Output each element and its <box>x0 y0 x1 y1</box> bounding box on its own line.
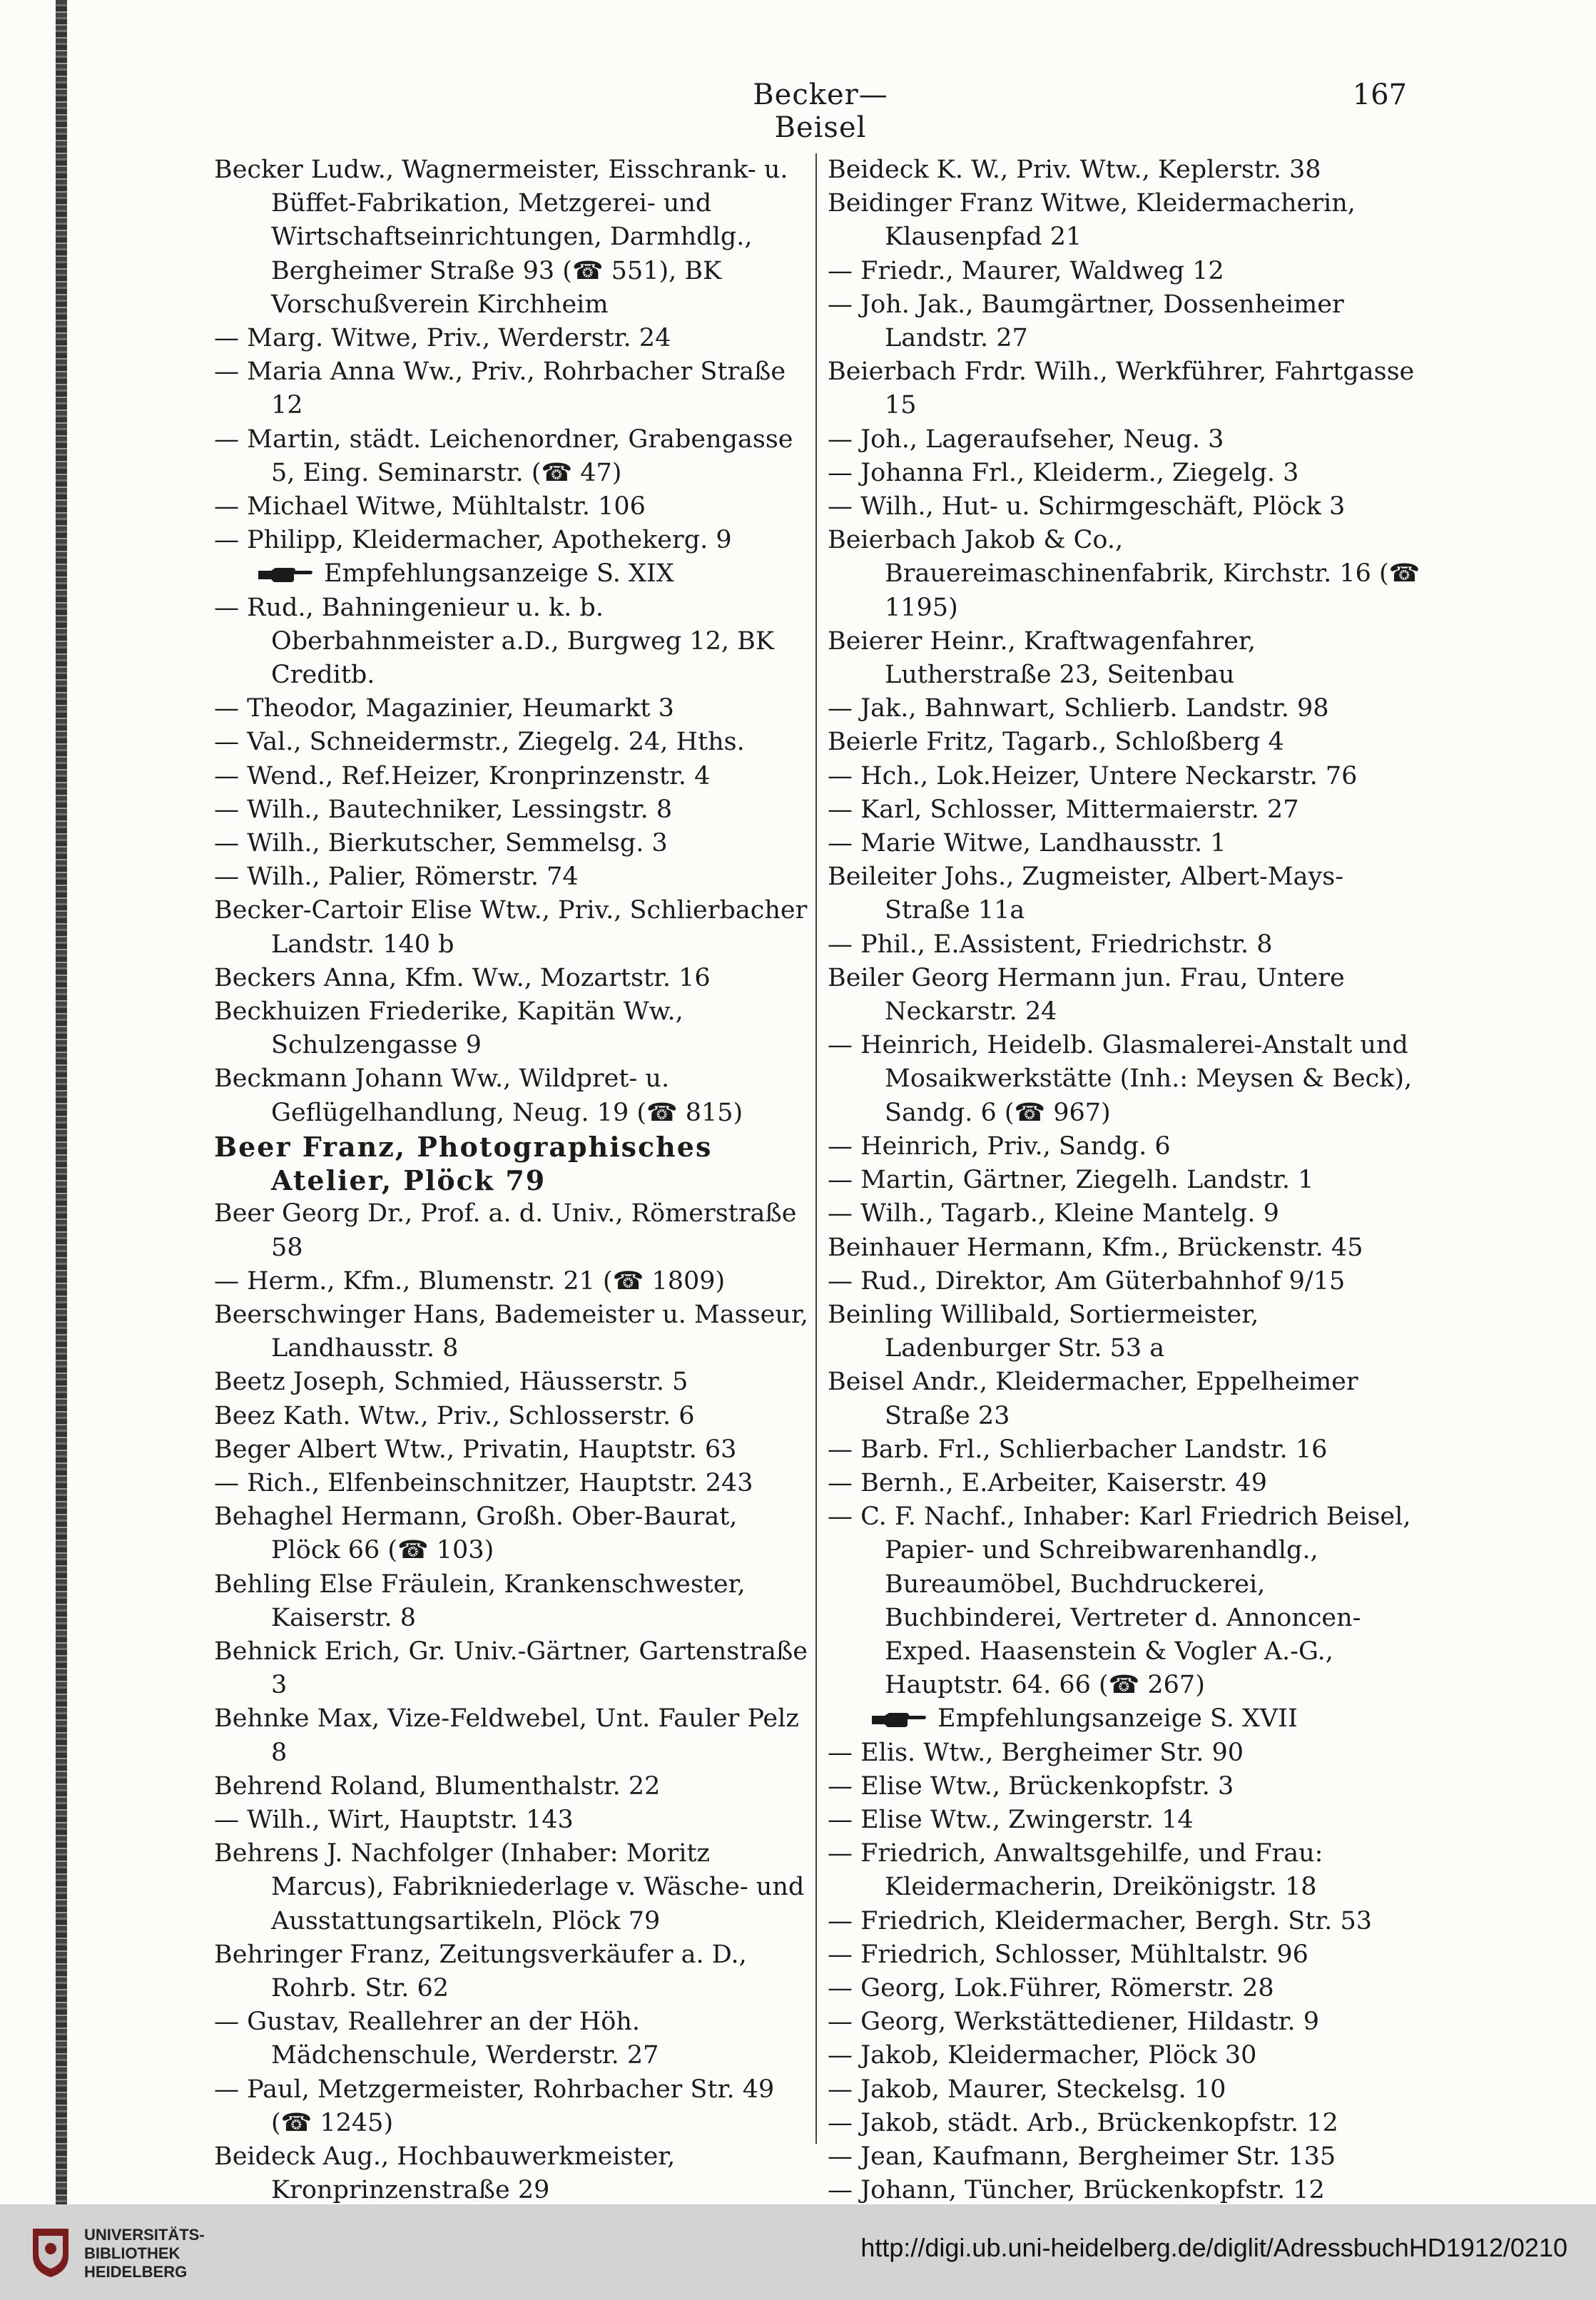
entry-text: — Rich., Elfenbeinschnitzer, Hauptstr. 243 <box>214 1468 753 1497</box>
entry-text: Becker-Cartoir Elise Wtw., Priv., Schlierbacher Landstr. 140 b <box>214 896 808 959</box>
pointing-hand-icon <box>257 565 314 585</box>
entry-text: — Johann, Tüncher, Brückenkopfstr. 12 <box>828 2176 1325 2205</box>
entry-text: Beinhauer Hermann, Kfm., Brückenstr. 45 <box>828 1233 1363 1262</box>
directory-entry <box>214 1837 810 1938</box>
entry-text: — Wilh., Tagarb., Kleine Mantelg. 9 <box>828 1199 1279 1228</box>
directory-entry <box>828 1029 1423 1130</box>
entry-text: — Herm., Kfm., Blumenstr. 21 (☎ 1809) <box>214 1266 726 1296</box>
entry-text: — Phil., E.Assistent, Friedrichstr. 8 <box>828 930 1273 959</box>
entry-text: — Wilh., Wirt, Hauptstr. 143 <box>214 1805 574 1834</box>
entry-text: — Maria Anna Ww., Priv., Rohrbacher Straße 12 <box>214 357 786 420</box>
entry-text: — Paul, Metzgermeister, Rohrbacher Str. 49 (☎ 1245) <box>214 2075 775 2137</box>
library-name <box>84 2226 205 2281</box>
entry-text: — Joh., Lageraufseher, Neug. 3 <box>828 424 1224 454</box>
entry-text: — Marie Witwe, Landhausstr. 1 <box>828 829 1226 858</box>
entry-text: — Rud., Bahningenieur u. k. b. Oberbahnmeister a.D., Burgweg 12, BK Creditb. <box>214 593 775 690</box>
directory-entry <box>214 1770 810 1803</box>
directory-entry <box>214 860 810 894</box>
entry-text: — Heinrich, Priv., Sandg. 6 <box>828 1131 1171 1161</box>
library-name-line: UNIVERSITÄTS- <box>84 2226 205 2244</box>
directory-entry <box>828 288 1423 355</box>
directory-entry <box>214 490 810 524</box>
entry-text: — C. F. Nachf., Inhaber: Karl Friedrich Beisel, Papier- und Schreibwarenhandlg., Bureaumöbel, Buchdruckerei, Buchbinderei, Vertreter d. Annoncen-Exped. Haasenstein & Vogler A.-G., Hauptstr. 64. 66 (☎ 267) <box>828 1502 1411 1700</box>
entry-text: Beckhuizen Friederike, Kapitän Ww., Schulzengasse 9 <box>214 997 683 1060</box>
directory-entry <box>214 355 810 422</box>
advert-reference <box>214 557 810 591</box>
directory-entry <box>214 1938 810 2005</box>
directory-entry <box>828 255 1423 288</box>
entry-text: — Wilh., Hut- u. Schirmgeschäft, Plöck 3 <box>828 492 1346 521</box>
directory-entry <box>828 355 1423 422</box>
directory-entry <box>828 2174 1423 2207</box>
directory-entry <box>214 423 810 490</box>
directory-entry <box>828 1164 1423 1197</box>
directory-entry <box>828 1298 1423 1365</box>
directory-entry <box>828 1265 1423 1298</box>
running-title: Becker—Beisel <box>753 78 888 144</box>
library-name-line: HEIDELBERG <box>84 2263 188 2281</box>
entry-text: — Wend., Ref.Heizer, Kronprinzenstr. 4 <box>214 761 711 790</box>
entry-text: — Barb. Frl., Schlierbacher Landstr. 16 <box>828 1435 1328 1464</box>
directory-entry <box>828 1433 1423 1467</box>
directory-entry <box>214 1702 810 1769</box>
directory-entry <box>214 1298 810 1365</box>
entry-text: — Georg, Lok.Führer, Römerstr. 28 <box>828 1973 1274 2003</box>
directory-entry <box>828 490 1423 524</box>
entry-text: — Martin, städt. Leichenordner, Grabengasse 5, Eing. Seminarstr. (☎ 47) <box>214 424 793 487</box>
column-divider <box>815 153 817 2144</box>
entry-text: — Jean, Kaufmann, Bergheimer Str. 135 <box>828 2142 1336 2171</box>
university-seal-icon <box>29 2224 73 2280</box>
entry-text: Behrend Roland, Blumenthalstr. 22 <box>214 1771 661 1801</box>
entry-text: — Gustav, Reallehrer an der Höh. Mädchenschule, Werderstr. 27 <box>214 2008 659 2070</box>
directory-entry <box>214 2140 810 2207</box>
entry-text: Beer Franz, Photographisches Atelier, Plöck 79 <box>214 1130 713 1197</box>
entry-text: — Friedrich, Anwaltsgehilfe, und Frau: Kleidermacherin, Dreikönigstr. 18 <box>828 1839 1323 1902</box>
entry-text: Empfehlungsanzeige S. XIX <box>324 559 674 589</box>
directory-entry <box>214 894 810 961</box>
entry-text: — Wilh., Palier, Römerstr. 74 <box>214 862 579 892</box>
directory-entry <box>828 1803 1423 1837</box>
entry-text: — Friedrich, Kleidermacher, Bergh. Str. 53 <box>828 1906 1372 1935</box>
directory-entry <box>828 524 1423 625</box>
entry-text: Beger Albert Wtw., Privatin, Hauptstr. 63 <box>214 1435 737 1464</box>
entry-text: — Hch., Lok.Heizer, Untere Neckarstr. 76 <box>828 761 1358 790</box>
entry-text: — Wilh., Bierkutscher, Semmelsg. 3 <box>214 829 668 858</box>
directory-entry <box>214 726 810 759</box>
directory-entry <box>828 187 1423 254</box>
book-spine-edge <box>56 0 67 2204</box>
entry-text: — Jakob, Kleidermacher, Plöck 30 <box>828 2041 1257 2070</box>
entry-text: Beiler Georg Hermann jun. Frau, Untere Neckarstr. 24 <box>828 963 1345 1027</box>
entry-text: Beierbach Frdr. Wilh., Werkführer, Fahrtgasse 15 <box>828 357 1415 420</box>
directory-entry <box>828 1972 1423 2005</box>
directory-entry <box>828 2140 1423 2174</box>
entry-text: Empfehlungsanzeige S. XVII <box>937 1704 1298 1734</box>
entry-text: Becker Ludw., Wagnermeister, Eisschrank- u. Büffet-Fabrikation, Metzgerei- und Wirtschaftseinrichtungen, Darmhdlg., Bergheimer Straße 93 (☎ 551), BK Vorschußverein Kirchheim <box>214 156 788 319</box>
entry-text: Beez Kath. Wtw., Priv., Schlosserstr. 6 <box>214 1401 695 1430</box>
entry-text: — Martin, Gärtner, Ziegelh. Landstr. 1 <box>828 1166 1314 1195</box>
entry-text: Behringer Franz, Zeitungsverkäufer a. D., Rohrb. Str. 62 <box>214 1940 747 2003</box>
directory-entry <box>828 2005 1423 2039</box>
directory-entry <box>214 322 810 355</box>
directory-entry <box>828 457 1423 490</box>
directory-entry <box>828 2073 1423 2107</box>
entry-text: — Jakob, Maurer, Steckelsg. 10 <box>828 2075 1226 2104</box>
directory-entry <box>828 1467 1423 1500</box>
entry-text: — Wilh., Bautechniker, Lessingstr. 8 <box>214 795 673 824</box>
directory-entry <box>214 1467 810 1500</box>
entry-text: Beileiter Johs., Zugmeister, Albert-Mays-Straße 11a <box>828 862 1344 925</box>
page-number: 167 <box>1352 78 1407 111</box>
directory-entry <box>828 1130 1423 1164</box>
directory-entry <box>214 1265 810 1298</box>
directory-entry <box>214 1062 810 1129</box>
entry-text: Beckmann Johann Ww., Wildpret- u. Geflügelhandlung, Neug. 19 (☎ 815) <box>214 1064 743 1127</box>
entry-text: Behnke Max, Vize-Feldwebel, Unt. Fauler Pelz 8 <box>214 1704 799 1767</box>
directory-entry <box>214 827 810 860</box>
entry-text: — Elise Wtw., Brückenkopfstr. 3 <box>828 1771 1234 1801</box>
entry-text: — Bernh., E.Arbeiter, Kaiserstr. 49 <box>828 1468 1267 1497</box>
directory-entry <box>828 1197 1423 1231</box>
footer-bar <box>0 2204 1596 2300</box>
directory-entry <box>828 1837 1423 1904</box>
directory-entry <box>214 1635 810 1702</box>
entry-text: Beinling Willibald, Sortiermeister, Ladenburger Str. 53 a <box>828 1300 1259 1363</box>
directory-entry <box>828 760 1423 793</box>
directory-entry <box>214 962 810 995</box>
directory-entry <box>214 760 810 793</box>
entry-text: — Elise Wtw., Zwingerstr. 14 <box>828 1805 1194 1834</box>
directory-entry <box>828 625 1423 692</box>
directory-entry <box>214 153 810 322</box>
directory-entry <box>214 1197 810 1264</box>
library-name-line: BIBLIOTHEK <box>84 2244 181 2262</box>
entry-text: — Heinrich, Heidelb. Glasmalerei-Anstalt und Mosaikwerkstätte (Inh.: Meysen & Beck), Sandg. 6 (☎ 967) <box>828 1031 1413 1127</box>
directory-entry <box>828 827 1423 860</box>
entry-text: — Johanna Frl., Kleiderm., Ziegelg. 3 <box>828 458 1299 487</box>
pointing-hand-icon <box>870 1710 927 1730</box>
entry-text: Behling Else Fräulein, Krankenschwester, Kaiserstr. 8 <box>214 1569 746 1632</box>
right-column <box>828 153 1423 2207</box>
entry-text: — Karl, Schlosser, Mittermaierstr. 27 <box>828 795 1299 824</box>
entry-text: Beierbach Jakob & Co., Brauereimaschinenfabrik, Kirchstr. 16 (☎ 1195) <box>828 526 1420 622</box>
entry-text: Beckers Anna, Kfm. Ww., Mozartstr. 16 <box>214 963 711 992</box>
entry-text: — Elis. Wtw., Bergheimer Str. 90 <box>828 1738 1244 1767</box>
directory-entry <box>214 1803 810 1837</box>
entry-text: — Rud., Direktor, Am Güterbahnhof 9/15 <box>828 1266 1346 1296</box>
entry-text: Behrens J. Nachfolger (Inhaber: Moritz Marcus), Fabrikniederlage v. Wäsche- und Ausstattungsartikeln, Plöck 79 <box>214 1839 805 1935</box>
entry-text: Beisel Andr., Kleidermacher, Eppelheimer Straße 23 <box>828 1368 1358 1430</box>
source-url-link[interactable]: http://digi.ub.uni-heidelberg.de/diglit/AdressbuchHD1912/0210 <box>860 2233 1567 2262</box>
entry-text: Beideck K. W., Priv. Wtw., Keplerstr. 38 <box>828 156 1321 184</box>
entry-text: Beierle Fritz, Tagarb., Schloßberg 4 <box>828 728 1284 757</box>
directory-entry <box>828 2107 1423 2140</box>
advert-reference <box>828 1702 1423 1736</box>
entry-text: Beideck Aug., Hochbauwerkmeister, Kronprinzenstraße 29 <box>214 2142 676 2205</box>
directory-entry <box>214 524 810 557</box>
entry-text: — Philipp, Kleidermacher, Apothekerg. 9 <box>214 526 732 555</box>
entry-text: — Jakob, städt. Arb., Brückenkopfstr. 12 <box>828 2108 1338 2137</box>
entry-text: — Marg. Witwe, Priv., Werderstr. 24 <box>214 324 671 353</box>
directory-entry <box>214 591 810 693</box>
entry-text: Beer Georg Dr., Prof. a. d. Univ., Römerstraße 58 <box>214 1199 797 1262</box>
directory-entry <box>214 793 810 827</box>
directory-entry <box>828 153 1423 187</box>
directory-entry <box>828 692 1423 726</box>
entry-text: — Theodor, Magazinier, Heumarkt 3 <box>214 694 674 723</box>
directory-entry <box>828 793 1423 827</box>
directory-entry <box>214 1568 810 1635</box>
directory-entry <box>214 692 810 726</box>
directory-entry <box>828 1770 1423 1803</box>
directory-entry <box>828 962 1423 1029</box>
entry-text: — Friedrich, Schlosser, Mühltalstr. 96 <box>828 1940 1308 1969</box>
entry-text: Behaghel Hermann, Großh. Ober-Baurat, Plöck 66 (☎ 103) <box>214 1502 738 1565</box>
entry-text: Beetz Joseph, Schmied, Häusserstr. 5 <box>214 1368 688 1397</box>
page-header <box>0 78 1596 144</box>
directory-entry <box>828 1905 1423 1938</box>
entry-text: — Friedr., Maurer, Waldweg 12 <box>828 256 1224 285</box>
entry-text: Beerschwinger Hans, Bademeister u. Masseur, Landhausstr. 8 <box>214 1300 808 1363</box>
entry-text: — Jak., Bahnwart, Schlierb. Landstr. 98 <box>828 694 1329 723</box>
directory-entry <box>828 1231 1423 1265</box>
directory-entry <box>828 1365 1423 1433</box>
entry-text: — Val., Schneidermstr., Ziegelg. 24, Hths. <box>214 728 745 757</box>
directory-entry <box>214 1400 810 1433</box>
entry-text: — Joh. Jak., Baumgärtner, Dossenheimer Landstr. 27 <box>828 290 1344 353</box>
directory-entry <box>828 423 1423 457</box>
directory-entry <box>828 1736 1423 1770</box>
entry-text: Beierer Heinr., Kraftwagenfahrer, Lutherstraße 23, Seitenbau <box>828 626 1256 690</box>
directory-entry <box>828 2039 1423 2072</box>
directory-entry <box>828 928 1423 962</box>
directory-entry <box>828 726 1423 759</box>
directory-entry <box>828 1500 1423 1702</box>
directory-entry <box>828 1938 1423 1972</box>
directory-entry <box>214 2073 810 2140</box>
entry-text: Behnick Erich, Gr. Univ.-Gärtner, Gartenstraße 3 <box>214 1637 808 1700</box>
entry-text: — Georg, Werkstättediener, Hildastr. 9 <box>828 2008 1320 2037</box>
directory-entry <box>214 1130 810 1197</box>
entry-text: Beidinger Franz Witwe, Kleidermacherin, Klausenpfad 21 <box>828 189 1356 252</box>
directory-entry <box>214 1365 810 1399</box>
directory-entry <box>214 2005 810 2072</box>
left-column <box>214 153 810 2207</box>
directory-entry <box>214 1500 810 1567</box>
entry-text: — Michael Witwe, Mühltalstr. 106 <box>214 492 646 521</box>
directory-entry <box>828 860 1423 927</box>
directory-entry <box>214 1433 810 1467</box>
directory-entry <box>214 995 810 1062</box>
